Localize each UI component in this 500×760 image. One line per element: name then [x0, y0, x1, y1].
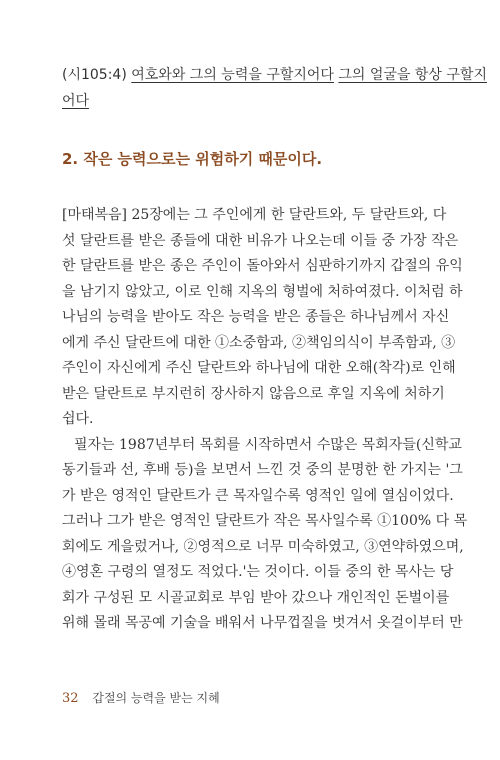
paragraph-1: [62, 203, 463, 433]
page-number: 32: [62, 691, 79, 706]
paragraph-line: 섯 달란트를 받은 종들에 대한 비유가 나오는데 이들 중 가장 작은: [62, 232, 459, 249]
paragraph-line: 필자는 1987년부터 목회를 시작하면서 수많은 목회자들(신학교: [74, 436, 462, 453]
quote-line-1: [62, 62, 487, 88]
paragraph-line: 에게 주신 달란트에 대한 ①소중함과, ②책임의식이 부족함과, ③: [62, 334, 456, 351]
paragraph-2: [62, 433, 468, 637]
paragraph-line: 동기들과 선, 후배 등)을 보면서 느낀 것 중의 분명한 한 가지는 '그: [62, 462, 463, 478]
paragraph-line: 가 받은 영적인 달란트가 큰 목자일수록 영적인 일에 열심이었다.: [62, 487, 454, 504]
body-text: [62, 203, 468, 637]
paragraph-line: 한 달란트를 받은 종은 주인이 돌아와서 심판하기까지 갑절의 유익: [62, 258, 463, 274]
paragraph-line: 쉽다.: [62, 411, 94, 427]
paragraph-line: 을 남기지 않았고, 이로 인해 지옥의 형벌에 처하여졌다. 이처럼 하: [62, 283, 463, 300]
page-footer: [62, 689, 220, 706]
scripture-quote: [62, 62, 487, 114]
paragraph-line: 회에도 게을렀거나, ②영적으로 너무 미숙하였고, ③연약하였으며,: [62, 538, 464, 555]
quote-line-2: [62, 88, 432, 114]
paragraph-line: 주인이 자신에게 주신 달란트와 하나님에 대한 오해(착각)로 인해: [62, 360, 456, 376]
quote-reference: (시105:4): [62, 67, 132, 83]
quote-underlined-phrase-2: 그의 얼굴을 항상 구할지: [338, 67, 487, 83]
quote-underlined-phrase-1: 여호와와 그의 능력을 구할지어다: [131, 67, 334, 83]
quote-underlined-phrase-3: 어다: [62, 93, 90, 109]
paragraph-line: 회가 구성된 모 시골교회로 부임 받아 갔으나 개인적인 돈벌이를: [62, 589, 450, 606]
paragraph-line: 나님의 능력을 받아도 작은 능력을 받은 종들은 하나님께서 자신: [62, 309, 450, 325]
section-heading: 2. 작은 능력으로는 위험하기 때문이다.: [62, 150, 323, 168]
paragraph-line: ④영혼 구령의 열정도 적었다.'는 것이다. 이들 중의 한 목사는 당: [62, 564, 454, 580]
paragraph-line: 받은 달란트로 부지런히 장사하지 않음으로 후일 지옥에 처하기: [62, 385, 445, 402]
paragraph-line: 위해 몰래 목공예 기술을 배워서 나무껍질을 벗겨서 옷걸이부터 만: [62, 615, 463, 631]
running-title: 갑절의 능력을 받는 지혜: [92, 691, 220, 705]
paragraph-line: [마태복음] 25장에는 그 주인에게 한 달란트와, 두 달란트와, 다: [62, 207, 447, 223]
paragraph-line: 그러나 그가 받은 영적인 달란트가 작은 목사일수록 ①100% 다 목: [62, 513, 468, 529]
